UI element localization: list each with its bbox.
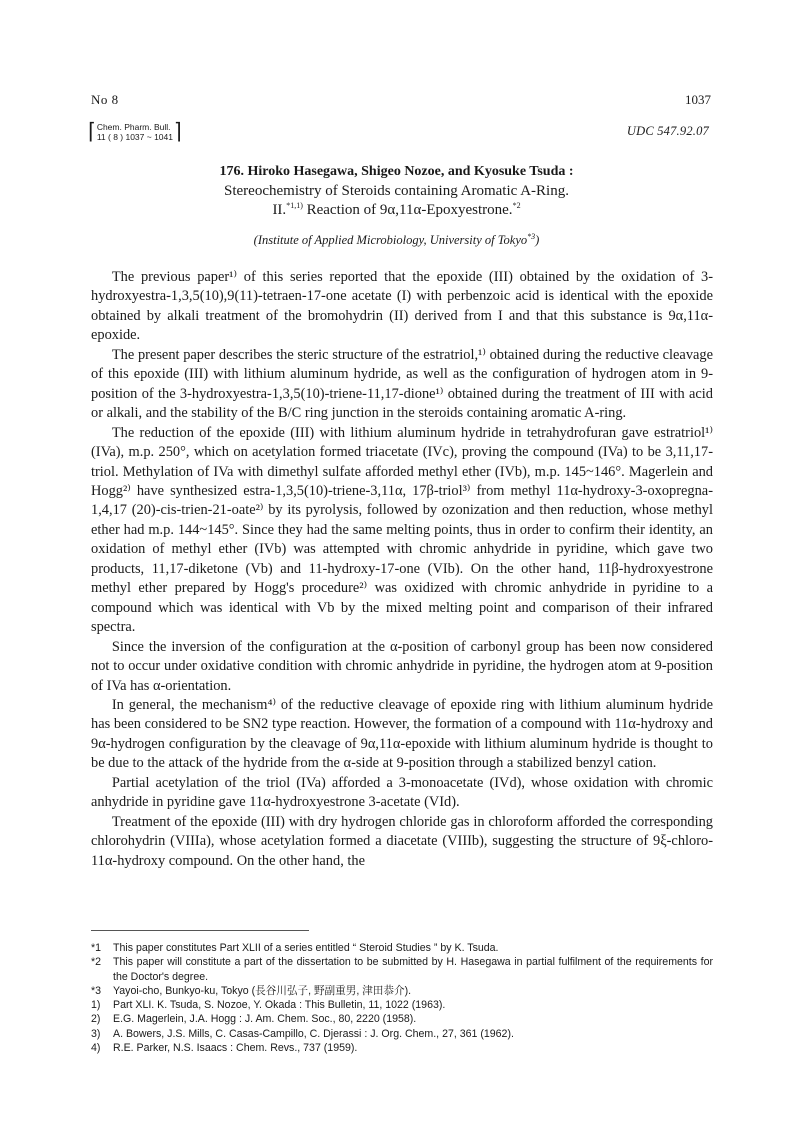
- affiliation: [0, 233, 793, 248]
- paragraph: Treatment of the epoxide (III) with dry hydrogen chloride gas in chloroform afforded the corresponding chlorohydrin (VIIIa), whose acetylation formed a diacetate (VIIIb), suggesting the structure of 9ξ-chloro-11α-hydroxy compound. On the other hand, the: [91, 813, 713, 869]
- footnote-text: Yayoi-cho, Bunkyo-ku, Tokyo (長谷川弘子, 野副重男, 津田恭介).: [113, 984, 412, 997]
- footnote-ref-1: *1,1): [286, 201, 303, 210]
- footnote-divider: [91, 930, 309, 931]
- footnote-mark: 1): [91, 999, 101, 1012]
- article-body: [91, 268, 713, 871]
- footnote-mark: 2): [91, 1013, 101, 1026]
- footnote: [91, 955, 713, 984]
- udc-code: UDC 547.92.07: [626, 124, 709, 138]
- footnote: [91, 998, 713, 1012]
- footnote-text: Part XLI. K. Tsuda, S. Nozoe, Y. Okada : This Bulletin, 11, 1022 (1963).: [113, 999, 446, 1012]
- footnote-mark: *1: [91, 942, 102, 954]
- footnote-mark: *3: [91, 984, 102, 997]
- right-bracket: ⌉: [173, 119, 182, 145]
- footnote: [91, 1012, 713, 1026]
- left-bracket: ⌈: [88, 119, 96, 145]
- footnote-ref-2: *2: [512, 201, 521, 210]
- issue-number: No 8: [91, 92, 119, 107]
- paragraph: In general, the mechanism⁴⁾ of the reductive cleavage of epoxide ring with lithium aluminum hydride has been considered to be SN2 type reaction. However, the formation of a compound with 11α-hydroxy and 9α-hydrogen configuration by the cleavage of 9α,11α-epoxide with lithium aluminum hydride is thought to be due to the attack of the hydride from the α-side at 9-position through a stabilized benzyl cation.: [91, 696, 713, 772]
- footnote-mark: 4): [91, 1042, 101, 1055]
- footnote-mark: *2: [91, 956, 102, 969]
- subtitle-text: Reaction of 9α,11α-Epoxyestrone.: [306, 202, 513, 218]
- affiliation-text: (Institute of Applied Microbiology, University of Tokyo: [253, 233, 528, 247]
- article-subtitle: [0, 201, 793, 219]
- footnote: [91, 941, 713, 955]
- article-number-authors: 176. Hiroko Hasegawa, Shigeo Nozoe, and Kyosuke Tsuda :: [219, 164, 574, 179]
- paragraph: The previous paper¹⁾ of this series reported that the epoxide (III) obtained by the oxidation of 3-hydroxyestra-1,3,5(10),9(11)-tetraen-17-one acetate (I) with perbenzoic acid is identical with the epoxide obtained by alkali treatment of the bromohydrin (II) derived from I and that this substance is 9α,11α-epoxide.: [91, 269, 713, 344]
- footnote-mark: 3): [91, 1027, 101, 1040]
- footnote: [91, 1027, 713, 1041]
- journal-name: Chem. Pharm. Bull.: [96, 122, 171, 132]
- article-title-block: [0, 163, 793, 248]
- footnote-text: R.E. Parker, N.S. Isaacs : Chem. Revs., 737 (1959).: [113, 1042, 358, 1055]
- paragraph: Partial acetylation of the triol (IVa) afforded a 3-monoacetate (IVd), whose oxidation with chromic anhydride in pyridine gave 11α-hydroxyestrone 3-acetate (VId).: [91, 774, 713, 811]
- page-number: 1037: [685, 92, 711, 107]
- footnote-text: E.G. Magerlein, J.A. Hogg : J. Am. Chem. Soc., 80, 2220 (1958).: [113, 1013, 417, 1026]
- affiliation-close: ): [535, 233, 540, 247]
- footnotes: [91, 941, 713, 1055]
- footnote-text: This paper constitutes Part XLII of a series entitled “ Steroid Studies ” by K. Tsuda.: [113, 942, 499, 954]
- footnote: [91, 984, 713, 998]
- journal-reference: [88, 119, 182, 145]
- footnote-ref-3: *3: [527, 231, 536, 241]
- paragraph: The reduction of the epoxide (III) with lithium aluminum hydride in tetrahydrofuran gave estratriol¹⁾ (IVa), m.p. 250°, which on acetylation formed triacetate (IVc), proving the compound (IVa) to be 3,11,17-triol. Methylation of IVa with dimethyl sulfate afforded methyl ether (IVb), m.p. 145~146°. Magerlein and Hogg²⁾ have synthesized estra-1,3,5(10)-triene-3,11α, 17β-triol³⁾ from methyl 11α-hydroxy-3-oxopregna-1,4,17 (20)-cis-trien-21-oate²⁾ by its pyrolysis, followed by ozonization and then reduction, whose methyl ether had m.p. 144~145°. Since they had the same melting points, thus in order to confirm their identity, an oxidation of methyl ether (IVb) was attempted with chromic anhydride in pyridine, which gave two products, 11,17-diketone (Vb) and 11-hydroxy-17-one (VIb). On the other hand, 11β-hydroxyestrone methyl ether prepared by Hogg's procedure²⁾ was oxidized with chromic anhydride in pyridine to a compound which was identical with Vb by the mixed melting point and comparison of their infrared spectra.: [91, 424, 713, 636]
- part-number: II.: [272, 202, 287, 218]
- article-title-line: Stereochemistry of Steroids containing Aromatic A-Ring.: [224, 183, 569, 199]
- journal-volume-pages: 11 ( 8 ) 1037 ~ 1041: [96, 131, 173, 142]
- paragraph: The present paper describes the steric structure of the estratriol,¹⁾ obtained during the reductive cleavage of this epoxide (III) with lithium aluminum hydride, as well as the configuration of hydrogen atom in 9-position of the 3-hydroxyestra-1,3,5(10)-triene-11,17-dione¹⁾ obtained during the treatment of III with acid or alkali, and the stability of the B/C ring junction in the steroids containing aromatic A-ring.: [91, 346, 713, 422]
- footnote-text: This paper will constitute a part of the dissertation to be submitted by H. Hasegawa in partial fulfilment of the requirements for the Doctor's degree.: [113, 956, 713, 983]
- footnote: [91, 1041, 713, 1055]
- paragraph: Since the inversion of the configuration at the α-position of carbonyl group has been now considered not to occur under oxidative condition with chromic anhydride in pyridine, the hydrogen atom at 9-position of IVa has α-orientation.: [91, 638, 713, 694]
- footnote-text: A. Bowers, J.S. Mills, C. Casas-Campillo, C. Djerassi : J. Org. Chem., 27, 361 (1962).: [113, 1027, 514, 1040]
